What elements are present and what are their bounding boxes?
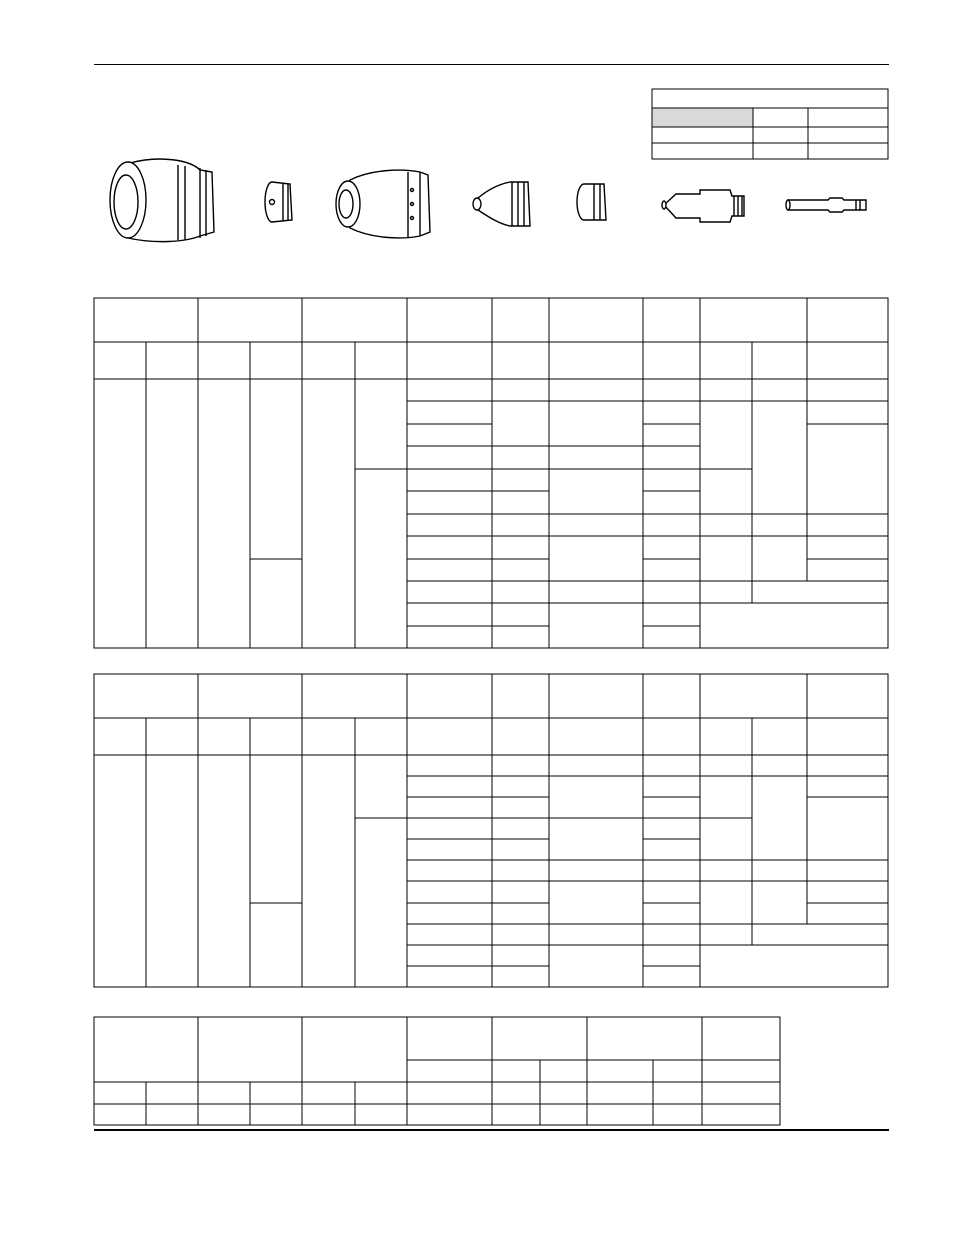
consumables-table-2 <box>94 674 888 987</box>
consumables-table-1 <box>94 298 888 648</box>
legend-table <box>652 89 888 159</box>
consumables-table-3 <box>94 1017 780 1125</box>
footer-rule <box>94 1129 889 1131</box>
